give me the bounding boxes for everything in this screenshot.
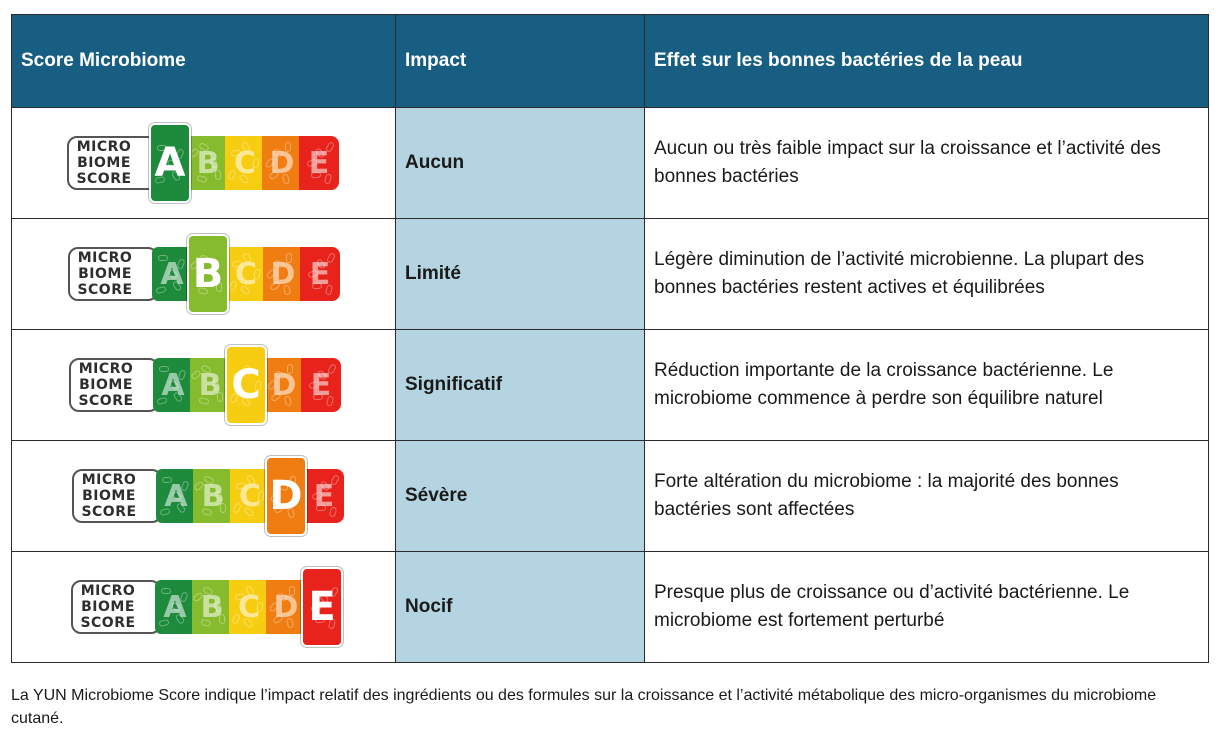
score-segment-c [226, 247, 266, 301]
microbiome-score-badge-e [71, 567, 344, 647]
score-segment-e [304, 469, 344, 523]
microbiome-score-badge-a [67, 123, 340, 203]
score-letter: E [308, 584, 336, 630]
score-letter: E [310, 367, 332, 403]
impact-cell: Aucun [396, 108, 645, 219]
score-letter: E [308, 145, 330, 181]
score-segment-c [230, 469, 270, 523]
score-letter: B [200, 589, 224, 625]
score-segment-a [153, 358, 193, 412]
badge-word: MICRO [80, 583, 136, 599]
score-segment-b [193, 469, 233, 523]
score-segment-c [225, 345, 267, 425]
score-segment-a [156, 469, 196, 523]
badge-word: SCORE [80, 615, 136, 631]
score-letter: C [233, 145, 257, 181]
score-segment-a [152, 247, 192, 301]
effect-cell: Aucun ou très faible impact sur la croissance et l’activité des bonnes bactéries [645, 108, 1209, 219]
table-row [12, 330, 1209, 441]
badge-word: SCORE [81, 504, 137, 520]
score-segment-e [301, 358, 341, 412]
score-segment-d [263, 247, 303, 301]
badge-wordmark [71, 580, 145, 634]
score-letter: D [273, 589, 299, 625]
score-segment-c [225, 136, 265, 190]
score-logo-cell [12, 441, 396, 552]
table-row [12, 441, 1209, 552]
effect-cell: Presque plus de croissance ou d’activité bactérienne. Le microbiome est fortement perturbé [645, 552, 1209, 663]
footnote: La YUN Microbiome Score indique l’impact relatif des ingrédients ou des formules sur la croissance et l’activité métabolique des micro-organismes du microbiome cutané. [11, 687, 1157, 727]
score-segment-b [192, 580, 232, 634]
impact-cell: Sévère [396, 441, 645, 552]
score-letter: E [313, 478, 335, 514]
score-segment-e [300, 247, 340, 301]
score-letter: B [192, 251, 224, 297]
score-letter: D [269, 473, 303, 519]
badge-wordmark [67, 136, 141, 190]
badge-wordmark [69, 358, 143, 412]
score-segment-b [187, 234, 229, 314]
score-segment-e [299, 136, 339, 190]
score-logo-cell [12, 552, 396, 663]
header-score: Score Microbiome [12, 15, 396, 108]
score-segment-d [264, 358, 304, 412]
score-letter: D [269, 145, 295, 181]
table-row [12, 219, 1209, 330]
score-letter: D [271, 367, 297, 403]
microbiome-score-table [11, 14, 1209, 663]
score-letter: B [198, 367, 222, 403]
score-segment-a [149, 123, 191, 203]
impact-cell: Limité [396, 219, 645, 330]
microbiome-score-badge-b [68, 234, 341, 314]
badge-wordmark [68, 247, 142, 301]
score-segment-b [188, 136, 228, 190]
score-logo-cell [12, 330, 396, 441]
badge-word: SCORE [78, 393, 134, 409]
score-segment-d [265, 456, 307, 536]
score-logo-cell [12, 108, 396, 219]
badge-word: MICRO [77, 250, 133, 266]
score-segment-b [190, 358, 230, 412]
score-letter: E [309, 256, 331, 292]
impact-cell: Significatif [396, 330, 645, 441]
effect-cell: Forte altération du microbiome : la majorité des bonnes bactéries sont affectées [645, 441, 1209, 552]
score-segment-d [266, 580, 306, 634]
table-row [12, 552, 1209, 663]
microbiome-score-badge-d [72, 456, 345, 536]
score-letter: A [160, 256, 184, 292]
score-segment-c [229, 580, 269, 634]
badge-word: BIOME [77, 155, 131, 171]
badge-word: SCORE [77, 282, 133, 298]
table-header-row [12, 15, 1209, 108]
badge-word: MICRO [78, 361, 134, 377]
score-letter: A [154, 140, 186, 186]
badge-word: BIOME [78, 266, 132, 282]
badge-word: SCORE [76, 171, 132, 187]
badge-word: MICRO [81, 472, 137, 488]
score-letter: D [270, 256, 296, 292]
score-letter: A [163, 589, 187, 625]
badge-word: BIOME [79, 377, 133, 393]
score-segment-e [301, 567, 343, 647]
header-effect: Effet sur les bonnes bactéries de la peau [645, 15, 1209, 108]
effect-cell: Réduction importante de la croissance bactérienne. Le microbiome commence à perdre son équilibre naturel [645, 330, 1209, 441]
table-row [12, 108, 1209, 219]
score-letter: A [161, 367, 185, 403]
microbiome-score-badge-c [69, 345, 342, 425]
score-letter: C [234, 256, 258, 292]
badge-wordmark [72, 469, 146, 523]
score-segment-d [262, 136, 302, 190]
score-letter: C [237, 589, 261, 625]
score-letter: A [164, 478, 188, 514]
header-impact: Impact [396, 15, 645, 108]
badge-word: BIOME [82, 488, 136, 504]
score-letter: C [231, 362, 261, 408]
effect-cell: Légère diminution de l’activité microbienne. La plupart des bonnes bactéries restent actives et équilibrées [645, 219, 1209, 330]
table-body [12, 108, 1209, 663]
score-logo-cell [12, 219, 396, 330]
impact-cell: Nocif [396, 552, 645, 663]
score-segment-a [155, 580, 195, 634]
badge-word: BIOME [81, 599, 135, 615]
badge-word: MICRO [76, 139, 132, 155]
score-letter: B [196, 145, 220, 181]
score-letter: B [201, 478, 225, 514]
score-letter: C [238, 478, 262, 514]
